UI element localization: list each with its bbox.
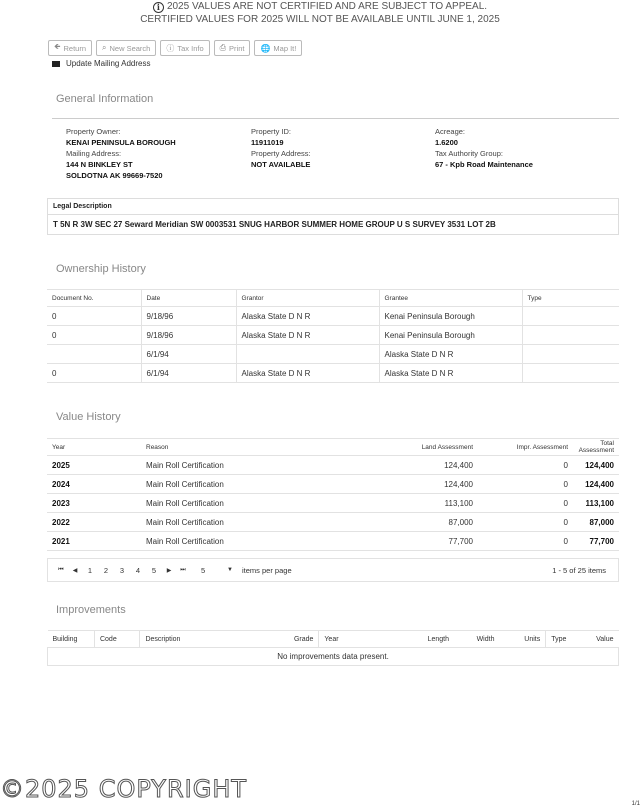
tax-group-value: 67 - Kpb Road Maintenance	[435, 160, 533, 169]
table-cell: 2025	[47, 456, 141, 475]
value-history-title: Value History	[56, 411, 121, 423]
table-cell: 2022	[47, 513, 141, 532]
mailing-label: Mailing Address:	[66, 149, 122, 158]
pagination-range: 1 - 5 of 25 items	[552, 565, 606, 575]
table-row	[47, 456, 619, 475]
table-header-row	[48, 631, 619, 648]
table-cell: 124,400	[573, 475, 619, 494]
search-icon: ⌕	[102, 43, 107, 52]
first-page-icon[interactable]: ⏮	[58, 566, 64, 573]
table-cell: 6/1/94	[141, 364, 236, 383]
table-row	[47, 475, 619, 494]
column-header: Document No.	[47, 290, 141, 307]
table-cell: 0	[478, 456, 573, 475]
items-per-page-label: items per page	[242, 565, 292, 575]
arrow-left-icon: 🡸	[54, 42, 61, 51]
page-link[interactable]: 5	[151, 565, 157, 575]
improvements-title: Improvements	[56, 604, 126, 616]
page-link[interactable]: 4	[135, 565, 141, 575]
table-row	[47, 307, 619, 326]
update-mailing-address-link[interactable]: Update Mailing Address	[52, 59, 151, 68]
table-cell: Alaska State D N R	[236, 364, 379, 383]
table-cell: Main Roll Certification	[141, 494, 331, 513]
improvements-table	[47, 630, 619, 666]
page-link[interactable]: 2	[103, 565, 109, 575]
owner-label: Property Owner:	[66, 127, 121, 136]
property-address-value: NOT AVAILABLE	[251, 160, 311, 169]
table-cell: 0	[47, 326, 141, 345]
column-header: Grantor	[236, 290, 379, 307]
table-cell	[522, 364, 619, 383]
table-row	[47, 494, 619, 513]
notice-line-1: 2025 VALUES ARE NOT CERTIFIED AND ARE SUBJECT TO APPEAL.	[166, 1, 488, 12]
table-cell: 113,100	[331, 494, 478, 513]
table-cell: 124,400	[331, 475, 478, 494]
column-header: Type	[522, 290, 619, 307]
property-address-label: Property Address:	[251, 149, 311, 158]
column-header: Units	[499, 631, 545, 648]
table-row	[48, 648, 619, 666]
page-number: 1/1	[631, 801, 640, 807]
appeal-notice	[0, 0, 640, 26]
envelope-icon	[52, 61, 60, 67]
table-row	[47, 513, 619, 532]
table-cell: Main Roll Certification	[141, 532, 331, 551]
column-header: Land Assessment	[331, 439, 478, 456]
value-history-table	[47, 438, 619, 551]
info-icon: i	[153, 2, 164, 13]
column-header: Building	[48, 631, 95, 648]
mailing-line-2: SOLDOTNA AK 99669-7520	[66, 171, 163, 180]
new-search-button[interactable]: ⌕ New Search	[96, 40, 156, 56]
table-cell: 87,000	[573, 513, 619, 532]
acreage-value: 1.6200	[435, 138, 458, 147]
table-header-row	[47, 439, 619, 456]
table-cell: 0	[478, 475, 573, 494]
table-row	[47, 364, 619, 383]
table-cell: Main Roll Certification	[141, 475, 331, 494]
print-button[interactable]: ⎙ Print	[214, 40, 251, 56]
table-cell: 0	[47, 307, 141, 326]
table-cell: 2021	[47, 532, 141, 551]
copyright-watermark: ©2025 COPYRIGHT	[0, 775, 248, 803]
table-cell: Kenai Peninsula Borough	[379, 326, 522, 345]
info-circle-icon: ⓘ	[166, 43, 175, 53]
table-cell: 9/18/96	[141, 307, 236, 326]
print-icon: ⎙	[219, 43, 227, 52]
column-header: Impr. Assessment	[478, 439, 573, 456]
page-link[interactable]: 3	[119, 565, 125, 575]
column-header: Grade	[230, 631, 319, 648]
column-header: Reason	[141, 439, 331, 456]
page-link[interactable]: 1	[87, 565, 93, 575]
table-cell: Alaska State D N R	[236, 307, 379, 326]
table-row	[47, 532, 619, 551]
table-cell: Main Roll Certification	[141, 456, 331, 475]
legal-description-header: Legal Description	[48, 199, 618, 215]
next-page-icon[interactable]: ▶	[166, 567, 172, 574]
table-cell: 0	[478, 513, 573, 532]
column-header: Width	[454, 631, 499, 648]
map-it-button[interactable]: 🌐 Map It!	[254, 40, 302, 56]
ownership-table	[47, 289, 619, 383]
property-id-value: 11911019	[251, 138, 284, 147]
table-cell: 124,400	[331, 456, 478, 475]
table-cell: Alaska State D N R	[379, 345, 522, 364]
empty-message: No improvements data present.	[48, 648, 619, 666]
table-cell: Kenai Peninsula Borough	[379, 307, 522, 326]
column-header: Value	[591, 631, 618, 648]
items-per-page-select[interactable]	[198, 566, 236, 575]
table-cell: 124,400	[573, 456, 619, 475]
table-cell	[47, 345, 141, 364]
table-cell	[522, 345, 619, 364]
general-information-title: General Information	[56, 93, 154, 105]
column-header: Year	[47, 439, 141, 456]
table-cell: 9/18/96	[141, 326, 236, 345]
table-cell: 0	[47, 364, 141, 383]
column-header: Year	[319, 631, 364, 648]
legal-description-text: T 5N R 3W SEC 27 Seward Meridian SW 0003531 SNUG HARBOR SUMMER HOME GROUP U S SURVEY 3531 LOT 2B	[53, 220, 496, 229]
table-cell: 2024	[47, 475, 141, 494]
mailing-line-1: 144 N BINKLEY ST	[66, 160, 133, 169]
column-header: Description	[140, 631, 230, 648]
table-cell: 2023	[47, 494, 141, 513]
table-cell: 77,700	[573, 532, 619, 551]
caret-down-icon: ▼	[227, 567, 233, 573]
column-header: Grantee	[379, 290, 522, 307]
return-button[interactable]: 🡸 Return	[48, 40, 92, 56]
items-per-page-value: 5	[201, 565, 206, 575]
table-cell	[236, 345, 379, 364]
table-cell: 77,700	[331, 532, 478, 551]
table-cell: Alaska State D N R	[236, 326, 379, 345]
table-cell: 6/1/94	[141, 345, 236, 364]
table-cell: 113,100	[573, 494, 619, 513]
column-header: Code	[94, 631, 139, 648]
acreage-label: Acreage:	[435, 127, 466, 136]
tax-group-label: Tax Authority Group:	[435, 149, 503, 158]
column-header: Type	[546, 631, 591, 648]
table-cell	[522, 307, 619, 326]
globe-icon: 🌐	[260, 43, 271, 53]
table-row	[47, 326, 619, 345]
table-cell: 0	[478, 532, 573, 551]
table-cell: 87,000	[331, 513, 478, 532]
column-header: Length	[364, 631, 454, 648]
table-cell: Main Roll Certification	[141, 513, 331, 532]
tax-info-button[interactable]: ⓘ Tax Info	[160, 40, 209, 56]
table-header-row	[47, 290, 619, 307]
last-page-icon[interactable]: ⏭	[180, 566, 186, 573]
divider	[52, 118, 619, 119]
table-row	[47, 345, 619, 364]
column-header: Total Assessment	[573, 439, 619, 456]
table-cell: Alaska State D N R	[379, 364, 522, 383]
prev-page-icon[interactable]: ◀	[72, 567, 78, 574]
table-cell	[522, 326, 619, 345]
notice-line-2: CERTIFIED VALUES FOR 2025 WILL NOT BE AVAILABLE UNTIL JUNE 1, 2025	[140, 14, 500, 25]
toolbar	[48, 40, 302, 56]
property-id-label: Property ID:	[251, 127, 292, 136]
column-header: Date	[141, 290, 236, 307]
ownership-history-title: Ownership History	[56, 263, 146, 275]
pagination-bar	[47, 558, 619, 582]
legal-description	[47, 198, 619, 235]
owner-value: KENAI PENINSULA BOROUGH	[66, 138, 176, 147]
table-cell: 0	[478, 494, 573, 513]
